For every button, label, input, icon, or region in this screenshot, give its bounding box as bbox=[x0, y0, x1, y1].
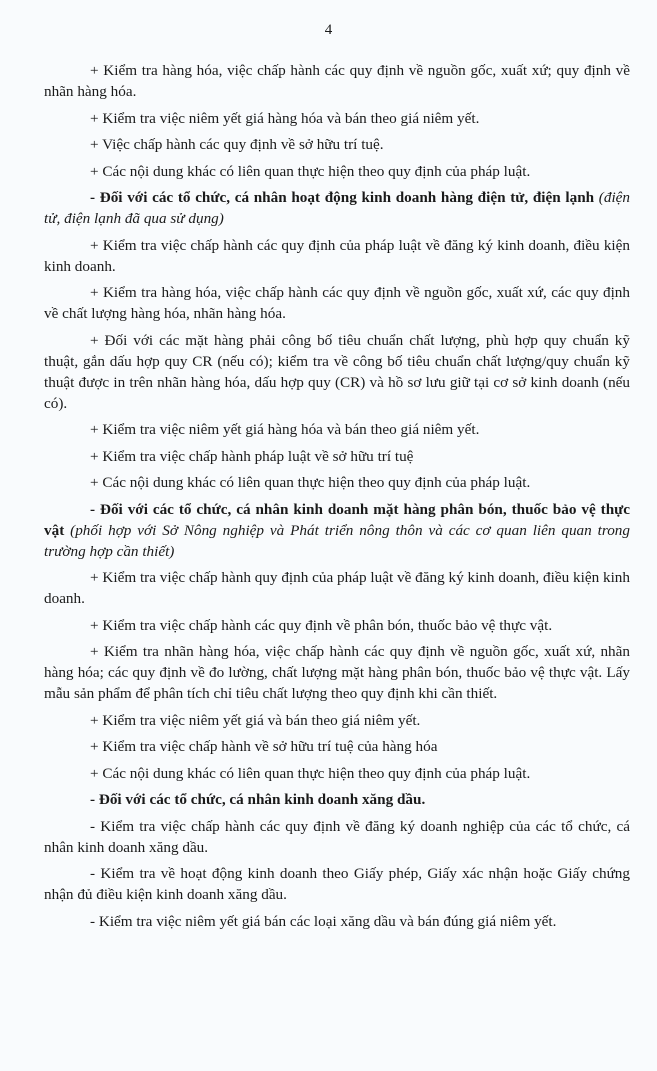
paragraph: + Kiểm tra việc niêm yết giá hàng hóa và bán theo giá niêm yết. bbox=[90, 109, 480, 127]
paragraph: + Kiểm tra nhãn hàng hóa, việc chấp hành các quy định về nguồn gốc, xuất xứ, nhãn hàng hóa; các quy định về đo lường, chất lượng mặt hàng phân bón, thuốc bảo vệ thực vật. Lấy mẫu sản phẩm để phân tích chỉ tiêu chất lượng theo quy định khi cần thiết. bbox=[44, 643, 630, 702]
paragraph: + Việc chấp hành các quy định về sở hữu trí tuệ. bbox=[90, 136, 384, 153]
paragraph: + Kiểm tra hàng hóa, việc chấp hành các quy định về nguồn gốc, xuất xứ, các quy định về chất lượng hàng hóa, nhãn hàng hóa. bbox=[44, 284, 630, 322]
paragraph: + Kiểm tra việc chấp hành pháp luật về sở hữu trí tuệ bbox=[90, 447, 414, 465]
paragraph: + Kiểm tra việc chấp hành các quy định của pháp luật về đăng ký kinh doanh, điều kiện kinh doanh. bbox=[44, 236, 630, 275]
heading-bold-text: - Đối với các tổ chức, cá nhân kinh doanh xăng dầu. bbox=[90, 791, 426, 808]
paragraph: + Các nội dung khác có liên quan thực hiện theo quy định của pháp luật. bbox=[90, 474, 531, 491]
paragraph: + Kiểm tra hàng hóa, việc chấp hành các quy định về nguồn gốc, xuất xứ; quy định về nhãn hàng hóa. bbox=[44, 62, 630, 100]
paragraph: - Kiểm tra về hoạt động kinh doanh theo Giấy phép, Giấy xác nhận hoặc Giấy chứng nhận đủ điều kiện kinh doanh xăng dầu. bbox=[44, 865, 630, 903]
paragraph: + Kiểm tra việc chấp hành các quy định về phân bón, thuốc bảo vệ thực vật. bbox=[90, 616, 553, 634]
heading-italic-note: (phối hợp với Sở Nông nghiệp và Phát triển nông thôn và các cơ quan liên quan trong trường hợp cần thiết) bbox=[44, 521, 630, 560]
paragraph: - Kiểm tra việc niêm yết giá bán các loại xăng dầu và bán đúng giá niêm yết. bbox=[90, 912, 557, 930]
document-body bbox=[44, 60, 630, 937]
page-number: 4 bbox=[324, 22, 333, 38]
section-heading-petroleum bbox=[44, 789, 630, 810]
heading-bold-text: - Đối với các tổ chức, cá nhân hoạt động kinh doanh hàng điện tử, điện lạnh bbox=[90, 189, 595, 206]
heading-bold-text: - Đối với các tổ chức, cá nhân kinh doanh mặt hàng phân bón, thuốc bảo vệ thực vật bbox=[44, 500, 630, 539]
paragraph: + Kiểm tra việc niêm yết giá và bán theo giá niêm yết. bbox=[90, 711, 421, 729]
paragraph: + Đối với các mặt hàng phải công bố tiêu chuẩn chất lượng, phù hợp quy chuẩn kỹ thuật, gắn dấu hợp quy CR (nếu có); kiểm tra về công bố tiêu chuẩn chất lượng/quy chuẩn kỹ thuật được in trên nhãn hàng hóa, dấu hợp quy (CR) và hồ sơ lưu giữ tại cơ sở kinh doanh (nếu có). bbox=[44, 331, 630, 412]
paragraph: + Các nội dung khác có liên quan thực hiện theo quy định của pháp luật. bbox=[90, 764, 531, 782]
paragraph: + Kiểm tra việc chấp hành về sở hữu trí tuệ của hàng hóa bbox=[90, 738, 438, 755]
paragraph: - Kiểm tra việc chấp hành các quy định về đăng ký doanh nghiệp của các tổ chức, cá nhân kinh doanh xăng dầu. bbox=[44, 817, 630, 856]
heading-italic-note: (điện tử, điện lạnh đã qua sử dụng) bbox=[44, 189, 630, 227]
paragraph: + Kiểm tra việc chấp hành quy định của pháp luật về đăng ký kinh doanh, điều kiện kinh doanh. bbox=[44, 569, 630, 607]
section-heading-electronics bbox=[44, 187, 630, 229]
section-heading-fertilizer bbox=[44, 499, 630, 562]
paragraph: + Kiểm tra việc niêm yết giá hàng hóa và bán theo giá niêm yết. bbox=[90, 421, 480, 438]
paragraph: + Các nội dung khác có liên quan thực hiện theo quy định của pháp luật. bbox=[90, 162, 531, 180]
